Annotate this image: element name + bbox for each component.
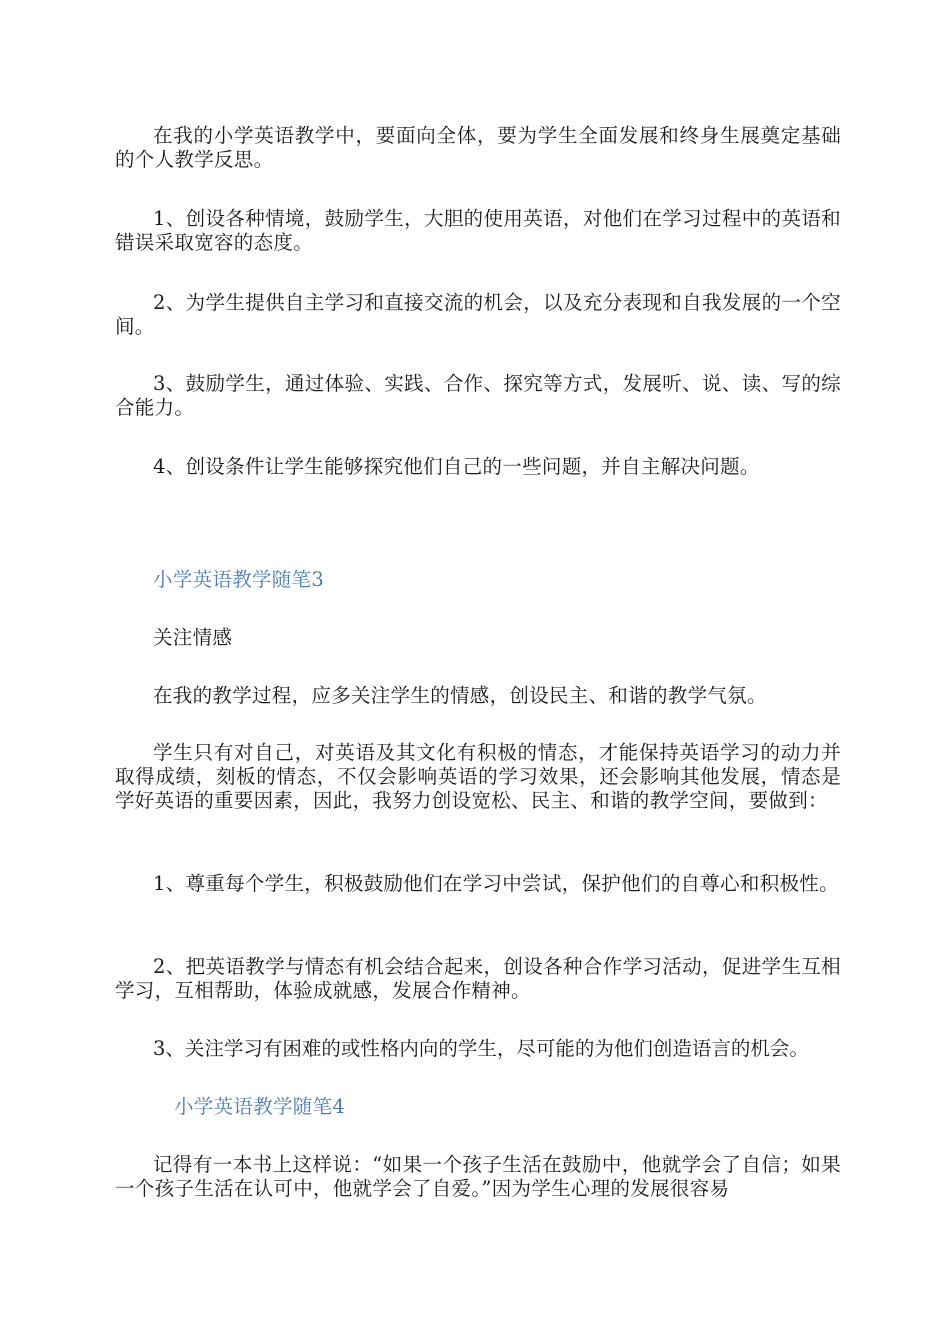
- paragraph-s3-5: 3、关注学习有困难的或性格内向的学生，尽可能的为他们创造语言的机会。: [153, 1037, 809, 1060]
- paragraph-s4-1: 记得有一本书上这样说：“如果一个孩子生活在鼓励中，他就学会了自信；如果一个孩子生活在认可中，他就学会了自爱。”因为学生心理的发展很容易: [115, 1153, 841, 1200]
- paragraph-s3-4: 2、把英语教学与情态有机会结合起来，创设各种合作学习活动，促进学生互相学习，互相帮助，体验成就感，发展合作精神。: [115, 955, 841, 1002]
- paragraph-intro: 在我的小学英语教学中，要面向全体，要为学生全面发展和终身生展奠定基础的个人教学反思。: [115, 124, 841, 171]
- paragraph-item-1: 1、创设各种情境，鼓励学生，大胆的使用英语，对他们在学习过程中的英语和错误采取宽容的态度。: [115, 207, 841, 254]
- section-heading-4: 小学英语教学随笔4: [174, 1095, 346, 1118]
- paragraph-s3-3: 1、尊重每个学生，积极鼓励他们在学习中尝试，保护他们的自尊心和积极性。: [153, 872, 839, 895]
- paragraph-item-4: 4、创设条件让学生能够探究他们自己的一些问题，并自主解决问题。: [153, 455, 760, 478]
- paragraph-s3-1: 在我的教学过程，应多关注学生的情感，创设民主、和谐的教学气氛。: [153, 684, 767, 707]
- paragraph-item-3: 3、鼓励学生，通过体验、实践、合作、探究等方式，发展听、说、读、写的综合能力。: [115, 372, 841, 419]
- section-subheading: 关注情感: [153, 626, 233, 649]
- paragraph-item-2: 2、为学生提供自主学习和直接交流的机会，以及充分表现和自我发展的一个空间。: [115, 291, 841, 338]
- paragraph-s3-2: 学生只有对自己，对英语及其文化有积极的情态，才能保持英语学习的动力并取得成绩，刻板的情态，不仅会影响英语的学习效果，还会影响其他发展，情态是学好英语的重要因素，因此，我努力创设宽松、民主、和谐的教学空间，要做到：: [115, 741, 841, 812]
- section-heading-3: 小学英语教学随笔3: [153, 568, 325, 591]
